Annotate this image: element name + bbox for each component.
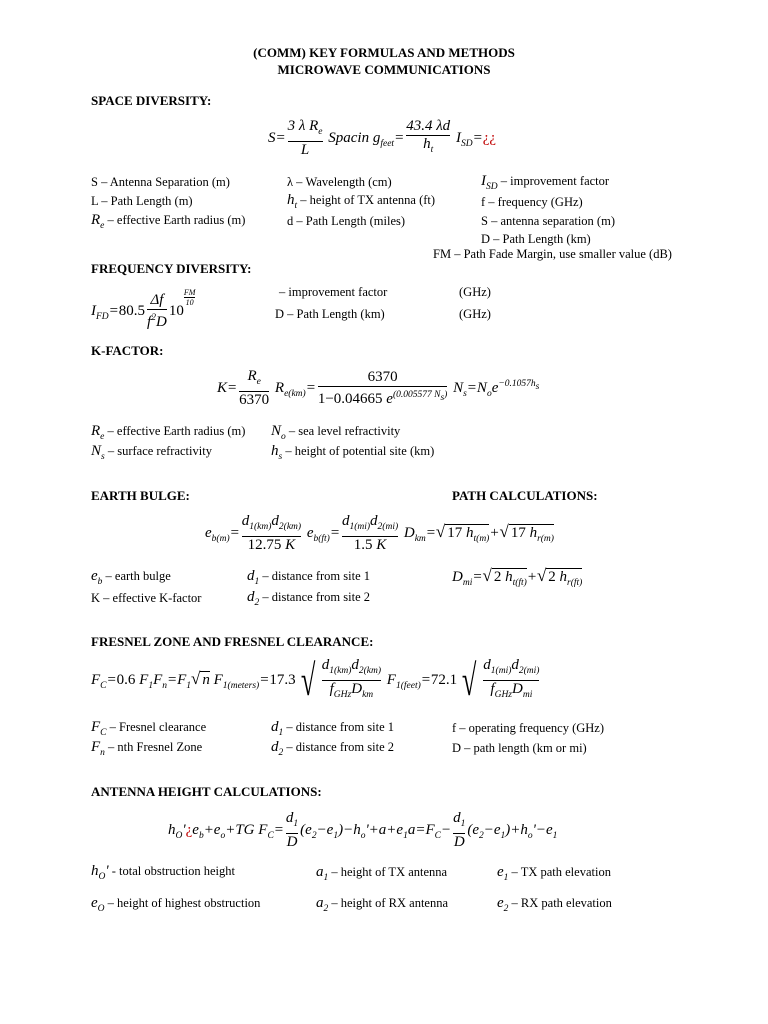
heading-antenna-height: ANTENNA HEIGHT CALCULATIONS: xyxy=(91,784,322,799)
sd-mid-3: d – Path Length (miles) xyxy=(287,214,406,228)
kf-mid-1: $N_o$ – sea level refractivity xyxy=(271,423,401,442)
kf-left-2: $N_s$ – surface refractivity xyxy=(91,443,212,462)
fd-right-1: (GHz) xyxy=(459,285,491,299)
heading-k-factor: K-FACTOR: xyxy=(91,343,164,358)
eb-left-1: $e_b$ – earth bulge xyxy=(91,568,171,587)
space-diversity-equation: S= $\frac{3 \lambda R_e}{L}$ Spacin $g_{feet}=$ $\frac{43.4 \lambda d}{h_t}$ $I_{SD}=¿¿$ xyxy=(268,118,497,158)
ah-mid-2: $a_2$ – height of RX antenna xyxy=(316,895,449,914)
sd-right-5: FM – Path Fade Margin, use smaller value (dB) xyxy=(433,247,672,261)
fd-mid-1: – improvement factor xyxy=(279,285,388,299)
heading-space-diversity: SPACE DIVERSITY: xyxy=(91,93,212,108)
fr-left-2: $F_n$ – nth Fresnel Zone xyxy=(91,739,203,758)
antenna-height-equation: $h_O'¿e_b+e_o+TG$ $F_C=$ $\frac{d_1}{D}$ $(e_2-e_1)-h_o'+a+e_1a=F_C-$ $\frac{d_1}{D}$ $(e_2-e_1)+h_o'-e_1$ xyxy=(168,810,558,850)
k-factor-equation: K= $\frac{R_e}{6370}$ $R_{e(km)}=$ $\frac{6370}{1-0.04665 e^{(0.005577 N_s)}}$ $N_s=N_oe^{-0.1057h_s}$ xyxy=(217,368,540,408)
doc-title-line2: MICROWAVE COMMUNICATIONS xyxy=(277,62,491,77)
path-calc-miles-equation: $D_{mi}=√$ 2 $h_{t(ft)}+√$ 2 $h_{r(ft)}$ xyxy=(452,566,583,588)
earth-bulge-equation: $e_{b(m)}=$ $\frac{d_{1(km)}d_{2(km)}}{12.75 K}$ $e_{b(ft)}=$ $\frac{d_{1(mi)}d_{2(mi)}}{1.5 K}$ $D_{km}=√$ 17 $h_{t(m)}+√$ 17 $h_{r(m)}$ xyxy=(205,513,554,553)
fd-right-2: (GHz) xyxy=(459,307,491,321)
sd-left-3: $R_e$ – effective Earth radius (m) xyxy=(91,212,246,231)
fr-mid-2: $d_2$ – distance from site 2 xyxy=(271,739,394,758)
fd-mid-2: D – Path Length (km) xyxy=(275,307,385,321)
doc-title-line1: (COMM) KEY FORMULAS AND METHODS xyxy=(253,45,515,60)
ah-right-2: $e_2$ – RX path elevation xyxy=(497,895,612,914)
heading-fresnel: FRESNEL ZONE AND FRESNEL CLEARANCE: xyxy=(91,634,374,649)
fr-right-2: D – path length (km or mi) xyxy=(452,741,587,755)
ah-left-2: $e_O$ – height of highest obstruction xyxy=(91,895,261,914)
sd-right-3: S – antenna separation (m) xyxy=(481,214,615,228)
frequency-diversity-equation: $I_{FD}=80.5$ $\frac{\Delta f}{f^2D}$ 10 $^{\frac{FM}{10}}$ xyxy=(91,288,196,331)
heading-earth-bulge: EARTH BULGE: xyxy=(91,488,190,503)
fr-right-1: f – operating frequency (GHz) xyxy=(452,721,605,735)
sd-right-2: f – frequency (GHz) xyxy=(481,195,583,209)
ah-right-1: $e_1$ – TX path elevation xyxy=(497,864,611,883)
sd-right-4: D – Path Length (km) xyxy=(481,232,591,246)
sd-left-2: L – Path Length (m) xyxy=(91,194,193,208)
sd-right-1: $I_{SD}$ – improvement factor xyxy=(481,173,610,192)
kf-left-1: $R_e$ – effective Earth radius (m) xyxy=(91,423,246,442)
fresnel-equation: $F_C=0.6$ $F_1F_n=F_1√$ n $F_{1(meters)}=17.3$ √ $\frac{d_{1(km)}d_{2(km)}}{f_{GHz}D_{km}}$ $F_{1(feet)}=72.1$ √ $\frac{d_{1(mi)}d_{2(mi)}}{f_{GHz}D_{mi}}$ xyxy=(91,655,540,705)
ah-left-1: $h_O'$ - total obstruction height xyxy=(91,863,235,882)
kf-mid-2: $h_s$ – height of potential site (km) xyxy=(271,443,435,462)
fr-left-1: $F_C$ – Fresnel clearance xyxy=(91,719,207,738)
heading-frequency-diversity: FREQUENCY DIVERSITY: xyxy=(91,261,252,276)
eb-mid-2: $d_2$ – distance from site 2 xyxy=(247,589,370,608)
sd-mid-2: $h_t$ – height of TX antenna (ft) xyxy=(287,192,436,211)
eb-mid-1: $d_1$ – distance from site 1 xyxy=(247,568,370,587)
ah-mid-1: $a_1$ – height of TX antenna xyxy=(316,864,448,883)
heading-path-calculations: PATH CALCULATIONS: xyxy=(452,488,598,503)
fr-mid-1: $d_1$ – distance from site 1 xyxy=(271,719,394,738)
sd-mid-1: λ – Wavelength (cm) xyxy=(287,175,392,189)
sd-left-1: S – Antenna Separation (m) xyxy=(91,175,230,189)
eb-left-2: K – effective K-factor xyxy=(91,591,202,605)
